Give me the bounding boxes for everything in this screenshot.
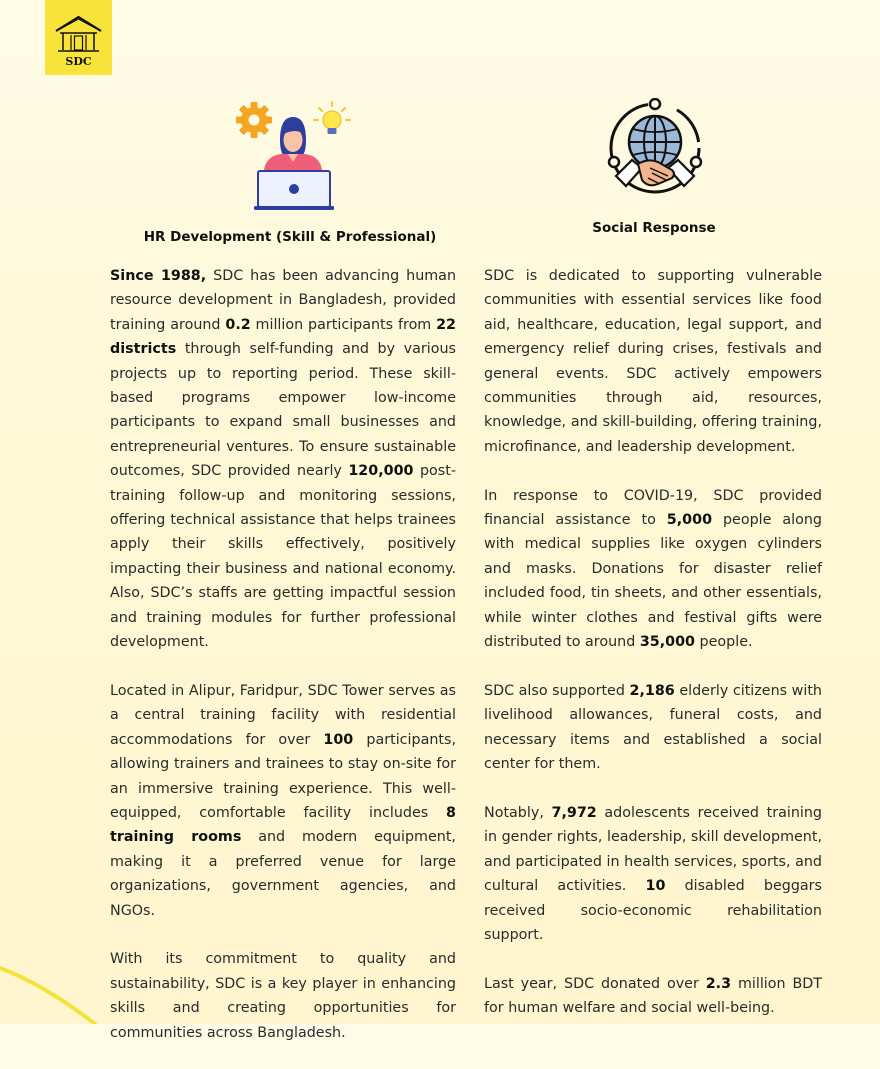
sdc-logo xyxy=(45,0,112,75)
decorative-curve xyxy=(0,950,120,1024)
hr-paragraph-3: With its commitment to quality and sustainability, SDC is a key player in enhancing skills and creating opportunities for communities across Bangladesh. xyxy=(110,951,456,1041)
social-paragraph-1: SDC is dedicated to supporting vulnerable communities with essential services like food aid, healthcare, education, legal support, and emergency relief during crises, festivals and general events. SDC actively empowers communities through aid, resources, knowledge, and skill-building, offering training, microfinance, and leadership development. xyxy=(484,268,822,455)
social-paragraph-3: SDC also supported 2,186 elderly citizens with livelihood allowances, funeral costs, and necessary items and established a social center for them. xyxy=(484,682,822,773)
house-icon xyxy=(54,14,103,54)
social-paragraph-4: Notably, 7,972 adolescents received training in gender rights, leadership, skill development, and participated in health services, sports, and cultural activities. 10 disabled beggars received socio-economic rehabilitation support. xyxy=(484,804,823,943)
hr-development-heading: HR Development (Skill & Professional) xyxy=(143,229,437,245)
globe-handshake-icon xyxy=(602,98,708,202)
logo-text: SDC xyxy=(65,55,92,68)
hr-paragraph-2: Located in Alipur, Faridpur, SDC Tower serves as a central training facility with residential accommodations for over 100 participants, allowing trainers and trainees to stay on-site for an immersive training experience. This well-equipped, comfortable facility includes 8 training rooms and modern equipment, making it a preferred venue for large organizations, government agencies, and NGOs. xyxy=(110,682,456,919)
social-response-heading: Social Response xyxy=(592,220,716,236)
person-laptop-gear-bulb-icon xyxy=(236,100,352,212)
social-paragraph-2: In response to COVID-19, SDC provided financial assistance to 5,000 people along with medical supplies like oxygen cylinders and masks. Donations for disaster relief included food, tin sheets, and other essentials, while winter clothes and festival gifts were distributed to around 35,000 people. xyxy=(484,487,822,651)
social-paragraph-5: Last year, SDC donated over 2.3 million BDT for human welfare and social well-being. xyxy=(484,975,823,1017)
hr-development-column xyxy=(110,264,456,1069)
social-response-column xyxy=(484,264,822,1045)
hr-paragraph-1: Since 1988, SDC has been advancing human resource development in Bangladesh, provided training around 0.2 million participants from 22 districts through self-funding and by various projects up to reporting period. These skill-based programs empower low-income participants to expand small businesses and entrepreneurial ventures. To ensure sustainable outcomes, SDC provided nearly 120,000 post-training follow-up and monitoring sessions, offering technical assistance that helps trainees apply their skills effectively, positively impacting their business and national economy. Also, SDC’s staffs are getting impactful session and training modules for further professional development. xyxy=(110,268,457,651)
